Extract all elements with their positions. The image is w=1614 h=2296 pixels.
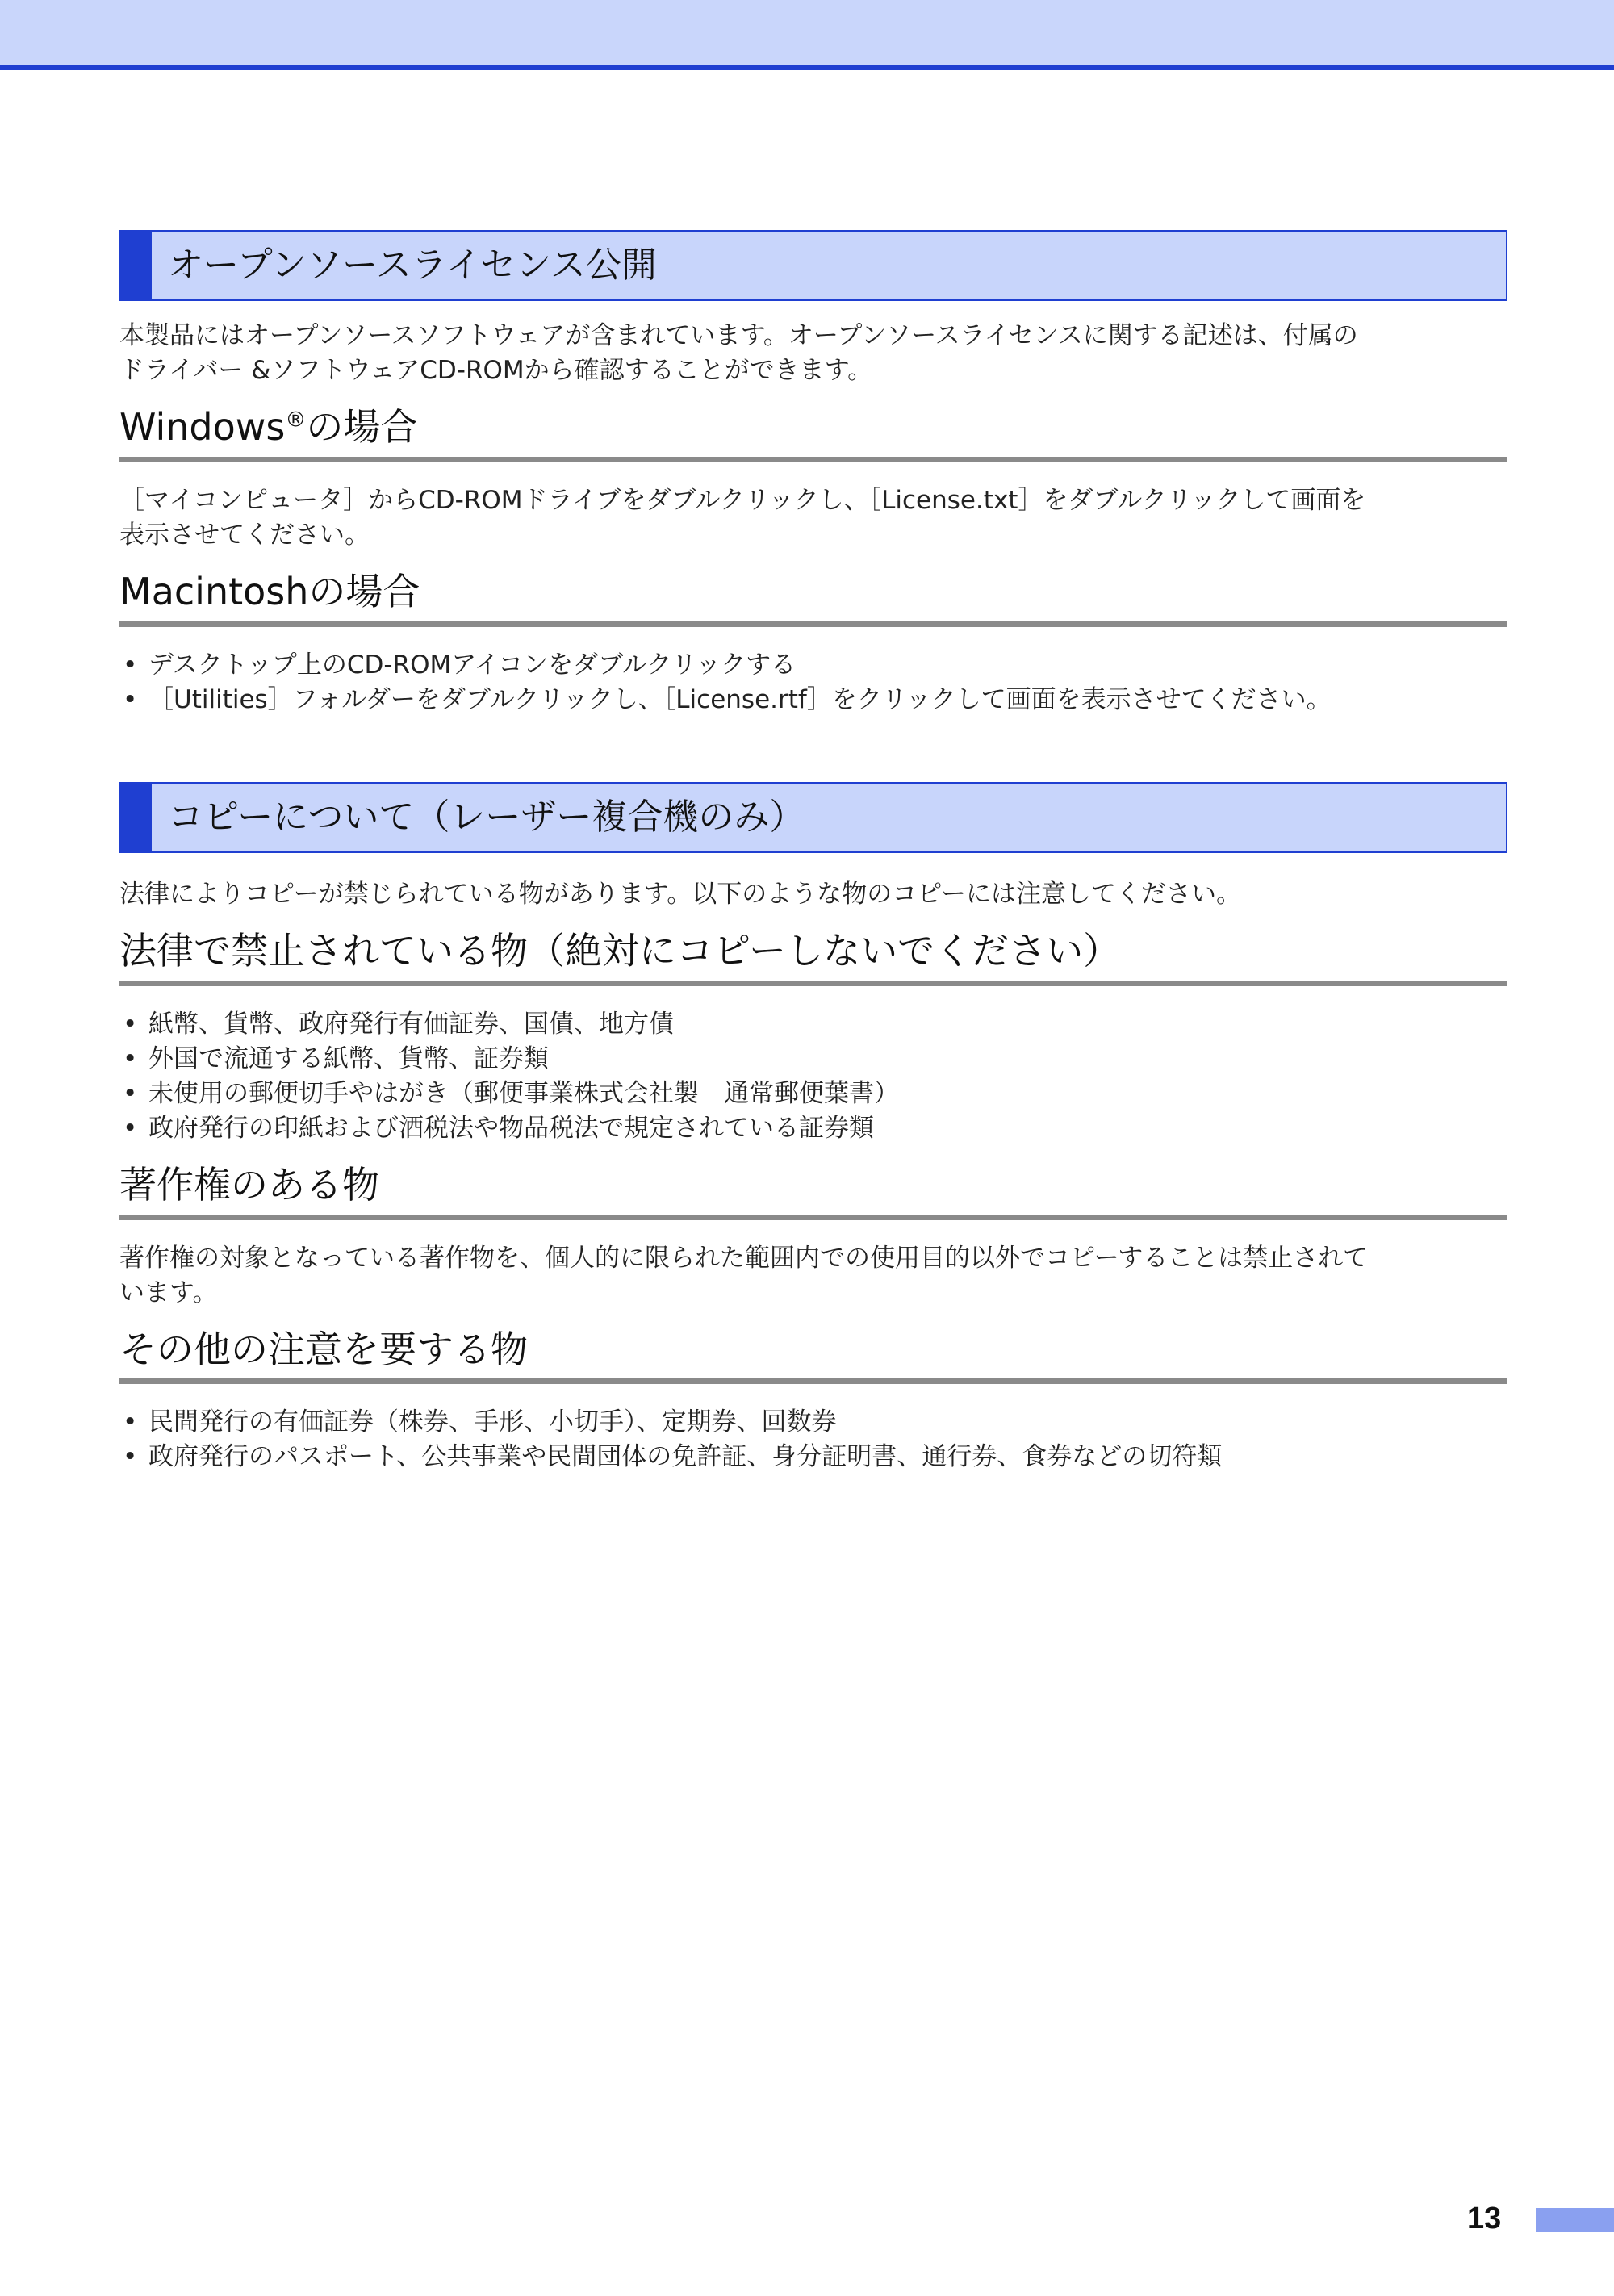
paragraph-line: います。 (119, 1278, 218, 1307)
subheading-suffix: の場合 (306, 405, 418, 449)
list-item: • デスクトップ上のCD-ROMアイコンをダブルクリックする (119, 648, 1507, 683)
page-content (119, 230, 1507, 1474)
page-number: 13 (1467, 2202, 1502, 2235)
section-title: オープンソースライセンス公開 (168, 245, 657, 286)
other-caution-items (119, 1405, 1507, 1474)
subheading-other-caution: その他の注意を要する物 (119, 1328, 1507, 1385)
list-item: • 紙幣、貨幣、政府発行有価証券、国債、地方債 (119, 1007, 1507, 1042)
section-title: コピーについて（レーザー複合機のみ） (168, 796, 805, 838)
windows-instructions (119, 483, 1507, 553)
list-item: • 未使用の郵便切手やはがき（郵便事業株式会社製 通常郵便葉書） (119, 1077, 1507, 1111)
copyright-paragraph (119, 1241, 1507, 1311)
list-item: • ［Utilities］フォルダーをダブルクリックし、［License.rtf］をクリックして画面を表示させてください。 (119, 683, 1507, 717)
section-intro (119, 877, 1507, 912)
intro-line: 本製品にはオープンソースソフトウェアが含まれています。オープンソースライセンスに関する記述は、付属の (119, 321, 1358, 350)
list-item: • 民間発行の有価証券（株券、手形、小切手）、定期券、回数券 (119, 1405, 1507, 1440)
list-item: • 政府発行のパスポート、公共事業や民間団体の免許証、身分証明書、通行券、食券などの切符類 (119, 1440, 1507, 1474)
prohibited-items (119, 1007, 1507, 1146)
section-header-open-source (119, 230, 1507, 301)
section-intro (119, 319, 1507, 388)
paragraph-line: 表示させてください。 (119, 520, 370, 550)
section-header-copy (119, 782, 1507, 853)
paragraph-line: ［マイコンピュータ］からCD-ROMドライブをダブルクリックし、［License.txt］をダブルクリックして画面を (119, 485, 1366, 515)
page-number-tab (1536, 2208, 1614, 2232)
macintosh-steps (119, 648, 1507, 717)
paragraph-line: 著作権の対象となっている著作物を、個人的に限られた範囲内での使用目的以外でコピーすることは禁止されて (119, 1243, 1369, 1273)
top-header-band (0, 0, 1614, 70)
list-item: • 外国で流通する紙幣、貨幣、証券類 (119, 1042, 1507, 1077)
list-item: • 政府発行の印紙および酒税法や物品税法で規定されている証券類 (119, 1111, 1507, 1146)
intro-line: 法律によりコピーが禁じられている物があります。以下のような物のコピーには注意してください。 (119, 879, 1242, 909)
subheading-copyright: 著作権のある物 (119, 1164, 1507, 1220)
subheading-macintosh: Macintoshの場合 (119, 571, 1507, 627)
subheading-prohibited: 法律で禁止されている物（絶対にコピーしないでください） (119, 930, 1507, 986)
intro-line: ドライバー &ソフトウェアCD-ROMから確認することができます。 (119, 356, 873, 385)
subheading-windows (119, 406, 1507, 462)
registered-mark: ® (285, 408, 307, 433)
subheading-text: Windows (119, 405, 286, 449)
